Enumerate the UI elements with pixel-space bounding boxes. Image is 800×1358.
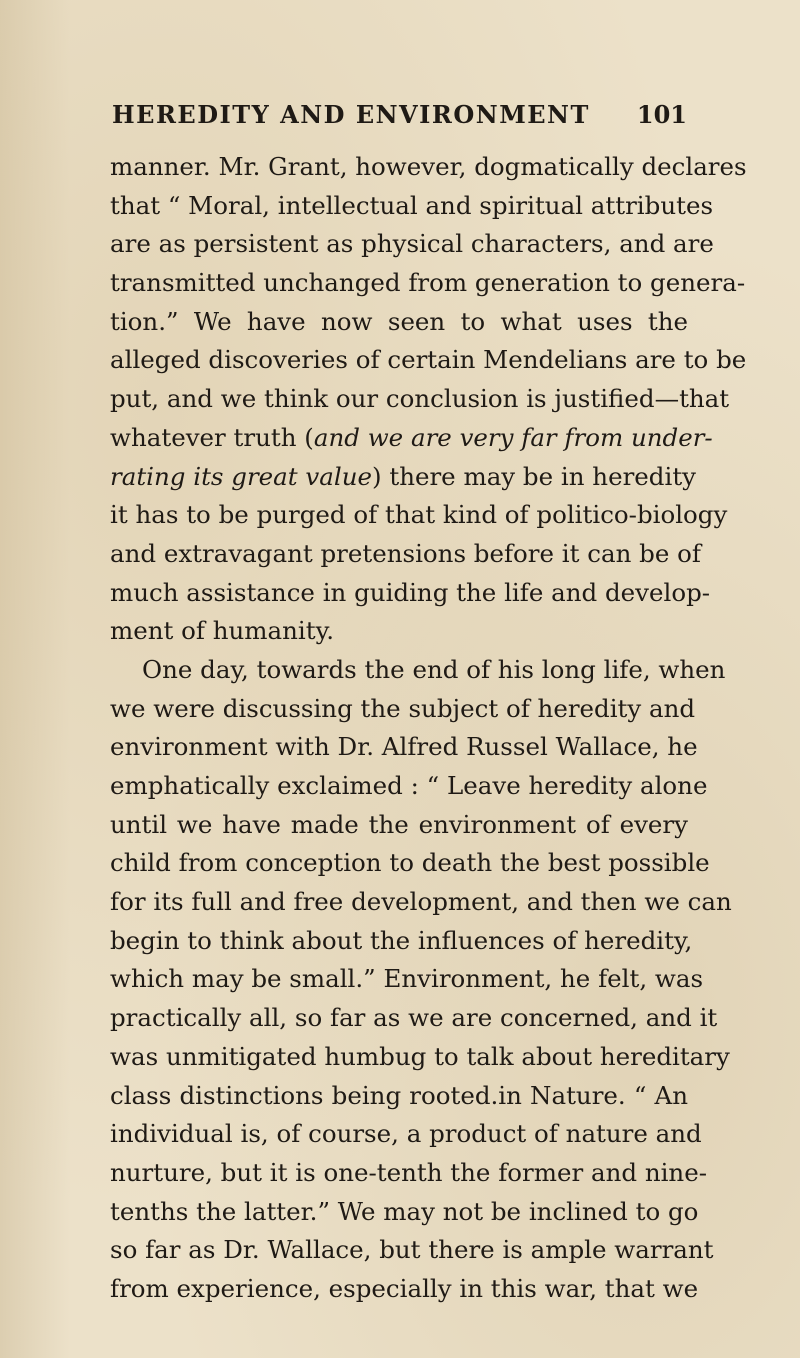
text-line: alleged discoveries of certain Mendelians are to be [110,345,747,375]
text-line: for its full and free development, and then we can [110,887,732,917]
text-line: and extravagant pretensions before it can be of [110,538,701,568]
text-line: manner. Mr. Grant, however, dogmatically declares [110,152,747,181]
text-line: individual is, of course, a product of nature and [110,1119,702,1149]
text-line: One day, towards the end of his long life, when [142,654,726,684]
text-line: emphatically exclaimed : “ Leave heredity alone [110,771,708,800]
text-line: transmitted unchanged from generation to genera- [110,268,746,298]
text-line: tenths the latter.” We may not be inclined to go [110,1196,699,1226]
text-line: it has to be purged of that kind of politico-biology [110,500,728,530]
text-line: which may be small.” Environment, he felt, was [110,964,704,994]
text-line: from experience, especially in this war, that we [110,1273,699,1303]
text-line: class distinctions being rooted.in Nature. “ An [110,1080,688,1110]
body-text [110,148,747,1309]
text-segment: whatever truth ( [110,422,314,452]
text-line: practically all, so far as we are concerned, and it [110,1003,718,1033]
italic-aside: and we are very far from under- [313,422,713,452]
running-title: HEREDITY AND ENVIRONMENT [112,100,590,129]
text-line: was unmitigated humbug to talk about hereditary [110,1041,730,1071]
text-line: environment with Dr. Alfred Russel Wallace, he [110,732,698,762]
text-line: put, and we think our conclusion is justified—that [110,384,730,414]
text-line: that “ Moral, intellectual and spiritual attributes [110,190,714,220]
text-line: until we have made the environment of every [110,809,688,839]
text-line: ment of humanity. [110,616,334,646]
text-line: child from conception to death the best possible [110,848,710,878]
page-header [112,100,687,140]
text-line: tion.” We have now seen to what uses the [110,306,688,336]
text-line: much assistance in guiding the life and develop- [110,577,711,607]
text-line [110,458,697,497]
text-line: begin to think about the influences of heredity, [110,925,693,955]
paragraph-1 [110,148,747,651]
text-segment: ) there may be in heredity [372,461,697,491]
italic-aside: rating its great value [110,461,372,491]
paragraph-2 [110,651,732,1309]
text-line: nurture, but it is one-tenth the former and nine- [110,1157,707,1187]
text-line: are as persistent as physical characters, and are [110,229,714,259]
page-number: 101 [636,100,687,129]
text-line: we were discussing the subject of heredity and [110,693,696,723]
text-line: so far as Dr. Wallace, but there is ample warrant [110,1235,714,1265]
text-line [110,419,713,458]
